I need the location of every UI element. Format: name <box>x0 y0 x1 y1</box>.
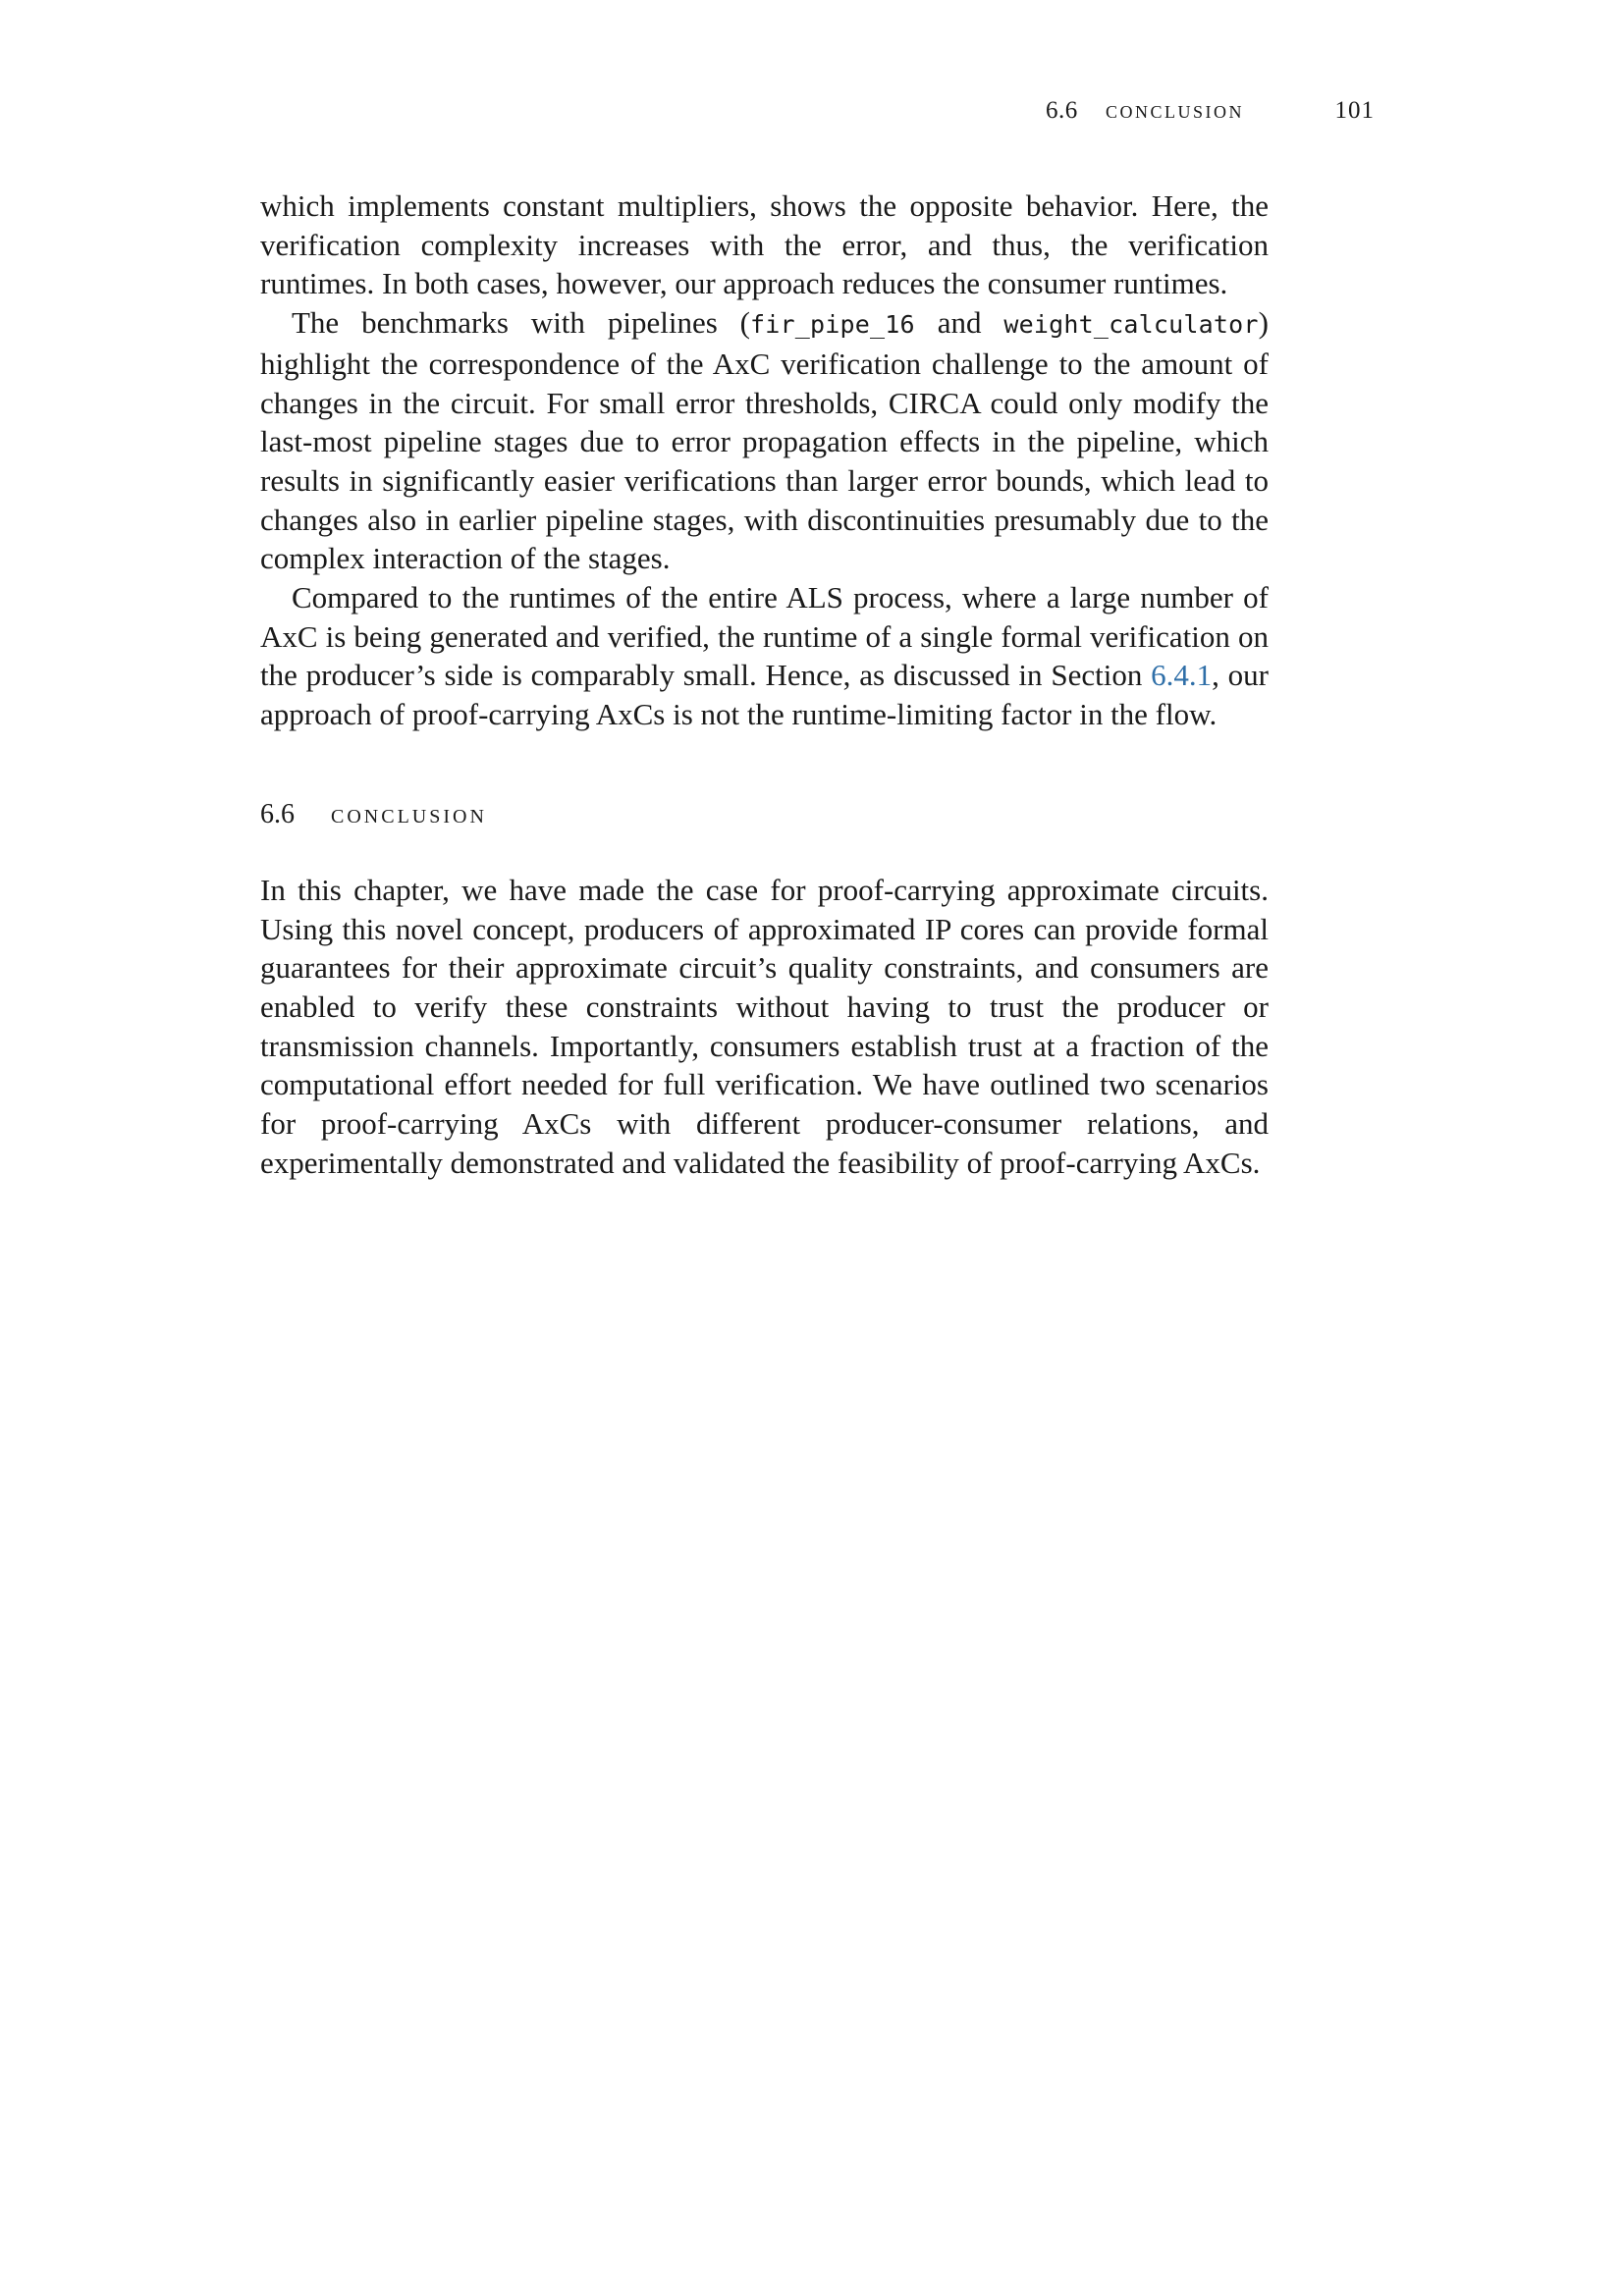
header-section-number: 6.6 <box>1046 97 1078 124</box>
header-section-title: conclusion <box>1106 97 1245 124</box>
main-text <box>260 187 1269 1182</box>
code-benchmark-weight: weight_calculator <box>1003 310 1259 340</box>
running-header <box>1021 94 1375 128</box>
section-cross-reference-link[interactable]: 6.4.1 <box>1151 658 1213 693</box>
section-heading <box>260 795 1269 834</box>
section-number: 6.6 <box>260 798 295 829</box>
paragraph-text: ) highlight the correspondence of the AxC verification challenge to the amount of changes in the circuit. For small error thresholds, CIRCA could only modify the last-most pipeline stages due to error propagation effects in the pipeline, which results in significantly easier verifications than larger error bounds, which lead to changes also in earlier pipeline stages, with discontinuities presumably due to the complex interaction of the stages. <box>260 305 1269 576</box>
paragraph-text: which implements constant multipliers, shows the opposite behavior. Here, the verification complexity increases with the error, and thus, the verification runtimes. In both cases, however, our approach reduces the consumer runtimes. <box>260 188 1269 301</box>
paragraph-conclusion <box>260 871 1269 1183</box>
paragraph-text: Compared to the runtimes of the entire ALS process, where a large number of AxC is being generated and verified, the runtime of a single formal verification on the producer’s side is comparably small. Hence, as discussed in Section <box>260 580 1269 693</box>
paragraph-runtimes <box>260 578 1269 734</box>
paragraph-continued <box>260 187 1269 303</box>
section-title: conclusion <box>331 798 487 829</box>
paragraph-text: In this chapter, we have made the case for proof-carrying approximate circuits. Using this novel concept, producers of approximated IP cores can provide formal guarantees for their approximate circuit’s quality constraints, and consumers are enabled to verify these constraints without having to trust the producer or transmission channels. Importantly, consumers establish trust at a fraction of the computational effort needed for full verification. We have outlined two scenarios for proof-carrying AxCs with different producer-consumer relations, and experimentally demonstrated and validated the feasibility of proof-carrying AxCs. <box>260 872 1269 1180</box>
paragraph-text: and <box>914 305 1004 341</box>
code-benchmark-fir: fir_pipe_16 <box>750 310 915 340</box>
paragraph-pipelines <box>260 303 1269 578</box>
paragraph-text: , our approach of proof-carrying AxCs is not the runtime-limiting factor in the flow. <box>260 658 1270 732</box>
paragraph-text: The benchmarks with pipelines ( <box>292 305 751 341</box>
page-number: 101 <box>1334 97 1375 124</box>
